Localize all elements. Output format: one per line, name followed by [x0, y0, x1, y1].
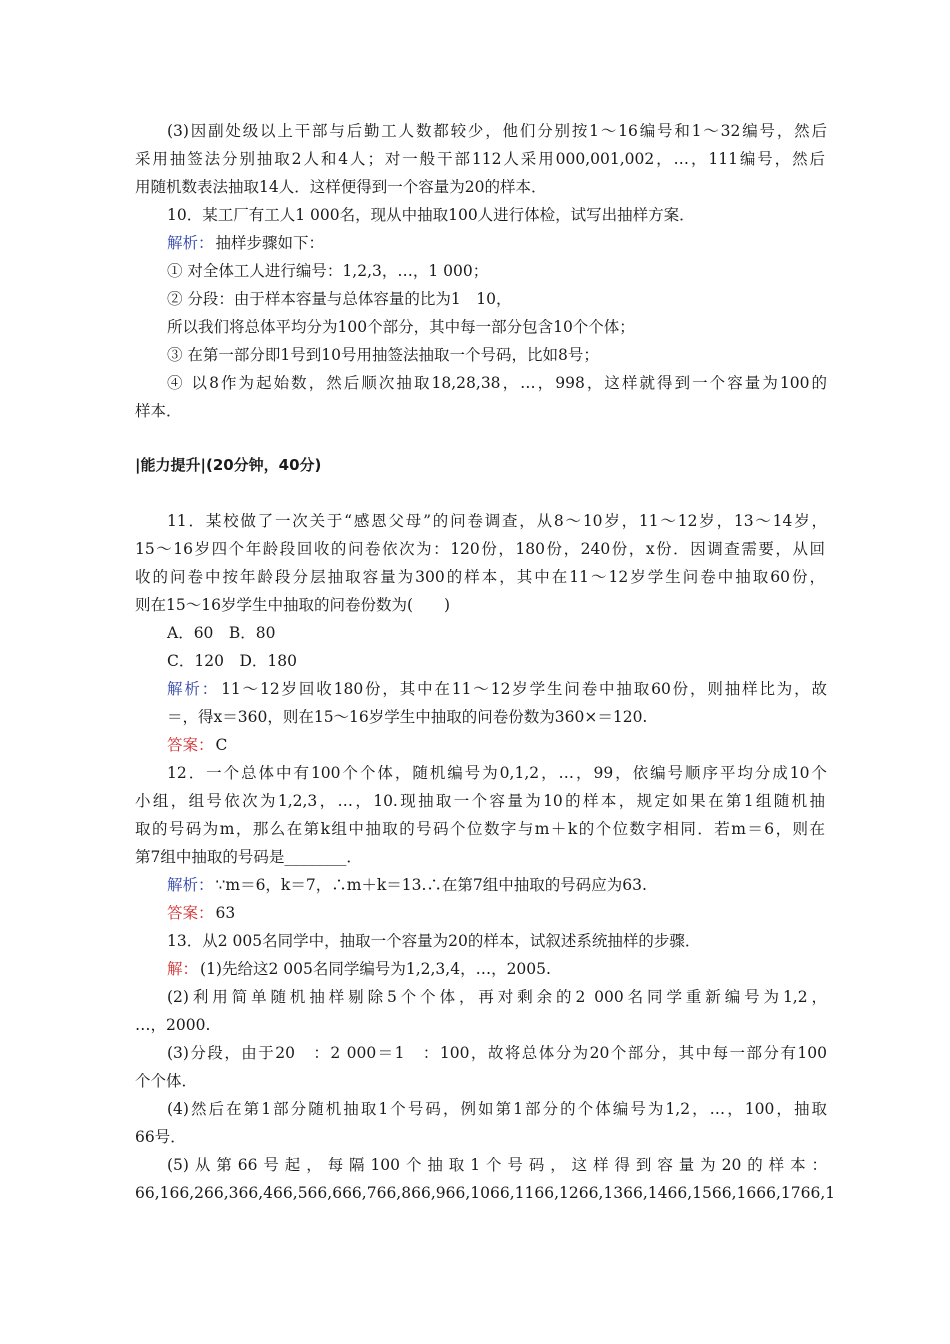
text-line	[167, 510, 827, 532]
text-line	[135, 846, 825, 868]
line-text: ③ 在第一部分即1号到10号用抽签法抽取一个号码，比如8号；	[167, 346, 599, 364]
text-line	[167, 204, 827, 226]
text-line	[167, 874, 827, 896]
text-line	[135, 176, 825, 198]
text-line	[167, 260, 827, 282]
line-text: 样本．	[135, 402, 182, 420]
text-line	[167, 958, 827, 980]
text-line	[135, 400, 825, 422]
line-text: 10．某工厂有工人1 000名，现从中抽取100人进行体检，试写出抽样方案．	[167, 206, 695, 224]
line-text: ＝，得x＝360，则在15～16岁学生中抽取的问卷份数为360×＝120.	[167, 708, 648, 726]
text-line	[167, 986, 827, 1008]
text-line	[167, 762, 827, 784]
text-line	[135, 566, 825, 588]
line-text: 个个体．	[135, 1072, 198, 1090]
text-line	[135, 1182, 836, 1204]
text-line	[135, 790, 825, 812]
text-line	[167, 232, 827, 254]
text-line	[135, 1126, 825, 1148]
text-line	[167, 622, 827, 644]
line-text: 第7组中抽取的号码是________．	[135, 848, 362, 866]
line-text: 13．从2 005名同学中，抽取一个容量为20的样本，试叙述系统抽样的步骤．	[167, 932, 701, 950]
line-text: C	[215, 736, 228, 754]
text-line	[135, 148, 825, 170]
text-line	[167, 678, 827, 700]
line-text: |能力提升|(20分钟，40分)	[135, 456, 322, 474]
answer-label: 解析：	[167, 876, 214, 894]
section-heading	[135, 454, 825, 476]
line-text: 11～12岁回收180份，其中在11～12岁学生问卷中抽取60份，则抽样比为，故	[221, 680, 827, 698]
line-text: (3)分段，由于20 ：2 000＝1 ：100，故将总体分为20个部分，其中每一部分有100	[167, 1044, 827, 1062]
answer-label: 解析：	[167, 234, 214, 252]
line-text: 用随机数表法抽取14人．这样便得到一个容量为20的样本．	[135, 178, 547, 196]
line-text: ① 对全体工人进行编号：1,2,3，…，1 000；	[167, 262, 489, 280]
line-text: 66号．	[135, 1128, 186, 1146]
text-line	[167, 734, 827, 756]
line-text: (2)利用简单随机抽样剔除5个个体，再对剩余的2 000名同学重新编号为1,2，	[167, 988, 827, 1006]
line-text: ④ 以8作为起始数，然后顺次抽取18,28,38，…，998，这样就得到一个容量为100的	[167, 374, 827, 392]
answer-label: 解析：	[167, 680, 220, 698]
text-line	[135, 594, 825, 616]
line-text: 所以我们将总体平均分为100个部分，其中每一部分包含10个个体；	[167, 318, 635, 336]
text-line	[167, 930, 827, 952]
text-line	[167, 706, 827, 728]
text-line	[167, 1042, 827, 1064]
text-line	[167, 902, 827, 924]
text-line	[135, 1014, 825, 1036]
line-text: C．120 D．180	[167, 652, 297, 670]
text-line	[167, 1098, 827, 1120]
line-text: (3)因副处级以上干部与后勤工人数都较少，他们分别按1～16编号和1～32编号，然后	[167, 122, 827, 140]
line-text: 收的问卷中按年龄段分层抽取容量为300的样本，其中在11～12岁学生问卷中抽取60份，	[135, 568, 825, 586]
line-text: 66,166,266,366,466,566,666,766,866,966,1066,1166,1266,1366,1466,1566,1666,1766,1	[135, 1184, 836, 1202]
line-text: 采用抽签法分别抽取2人和4人；对一般干部112人采用000,001,002，…，111编号，然后	[135, 150, 825, 168]
line-text: (1)先给这2 005名同学编号为1,2,3,4，…，2005.	[200, 960, 551, 978]
line-text: 11．某校做了一次关于“感恩父母”的问卷调查，从8～10岁，11～12岁，13～14岁，	[167, 512, 827, 530]
text-line	[167, 120, 827, 142]
line-text: 抽样步骤如下：	[215, 234, 325, 252]
line-text: 取的号码为m，那么在第k组中抽取的号码个位数字与m＋k的个位数字相同．若m＝6，则在	[135, 820, 825, 838]
line-text: ∵m＝6，k＝7，∴m＋k＝13.∴在第7组中抽取的号码应为63.	[215, 876, 647, 894]
text-line	[167, 316, 827, 338]
text-line	[167, 372, 827, 394]
answer-label: 解：	[167, 960, 199, 978]
text-line	[167, 650, 827, 672]
text-line	[135, 538, 825, 560]
line-text: 15～16岁四个年龄段回收的问卷依次为：120份，180份，240份，x份．因调查需要，从回	[135, 540, 825, 558]
text-line	[135, 818, 825, 840]
line-text: (5)从第66号起，每隔100个抽取1个号码，这样得到容量为20的样本：	[167, 1156, 827, 1174]
line-text: 则在15～16岁学生中抽取的问卷份数为( )	[135, 596, 451, 614]
text-line	[167, 344, 827, 366]
line-text: 12．一个总体中有100个个体，随机编号为0,1,2，…，99，依编号顺序平均分成10个	[167, 764, 827, 782]
text-line	[167, 1154, 827, 1176]
answer-label: 答案：	[167, 736, 214, 754]
line-text: 小组，组号依次为1,2,3，…，10.现抽取一个容量为10的样本，规定如果在第1组随机抽	[135, 792, 825, 810]
line-text: …，2000.	[135, 1016, 211, 1034]
text-line	[135, 1070, 825, 1092]
line-text: 63	[215, 904, 236, 922]
line-text: (4)然后在第1部分随机抽取1个号码，例如第1部分的个体编号为1,2，…，100，抽取	[167, 1100, 827, 1118]
line-text: ② 分段：由于样本容量与总体容量的比为1 10，	[167, 290, 512, 308]
answer-label: 答案：	[167, 904, 214, 922]
line-text: A．60 B．80	[167, 624, 276, 642]
text-line	[167, 288, 827, 310]
